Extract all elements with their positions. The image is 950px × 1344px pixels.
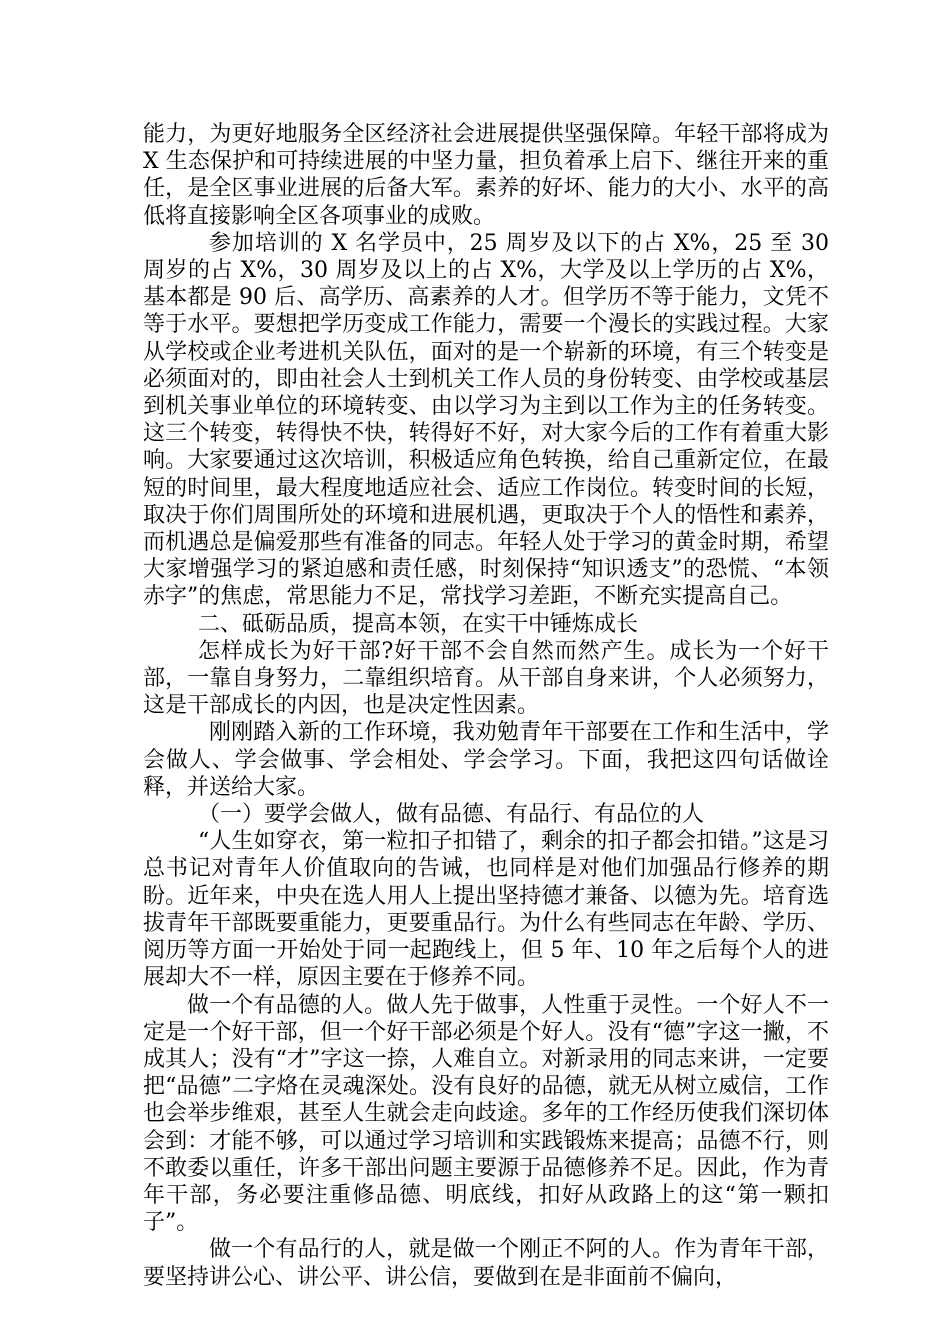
body-paragraph: 能力，为更好地服务全区经济社会进展提供坚强保障。年轻干部将成为 X 生态保护和可持续进展的中坚力量，担负着承上启下、继往开来的重任，是全区事业进展的后备大军。素养的好坏、能力的大小、水平的高低将直接影响全区各项事业的成败。 [143, 122, 829, 229]
section-heading: 二、砥砺品质，提高本领，在实干中锤炼成长 [198, 611, 639, 637]
subsection-heading: （一）要学会做人，做有品德、有品行、有品位的人 [198, 802, 705, 828]
document-page [143, 121, 829, 1291]
body-paragraph: 做一个有品德的人。做人先于做事，人性重于灵性。一个好人不一定是一个好干部，但一个好干部必须是个好人。没有“德”字这一撇，不成其人；没有“才”字这一捺，人难自立。对新录用的同志来讲，一定要把“品德”二字烙在灵魂深处。没有良好的品德，就无从树立威信，工作也会举步维艰，甚至人生就会走向歧途。多年的工作经历使我们深切体会到：才能不够，可以通过学习培训和实践锻炼来提高；品德不行，则不敢委以重任，许多干部出问题主要源于品德修养不足。因此，作为青年干部，务必要注重修品德、明底线，扣好从政路上的这“第一颗扣子”。 [143, 992, 829, 1236]
body-paragraph: 刚刚踏入新的工作环境，我劝勉青年干部要在工作和生活中，学会做人、学会做事、学会相处、学会学习。下面，我把这四句话做诠释，并送给大家。 [143, 720, 829, 800]
body-paragraph: 做一个有品行的人，就是做一个刚正不阿的人。作为青年干部，要坚持讲公心、讲公平、讲公信，要做到在是非面前不偏向， [143, 1237, 829, 1290]
body-paragraph: 怎样成长为好干部?好干部不会自然而然产生。成长为一个好干部，一靠自身努力，二靠组织培育。从干部自身来讲，个人必须努力，这是干部成长的内因，也是决定性因素。 [143, 638, 829, 719]
body-paragraph: “人生如穿衣，第一粒扣子扣错了，剩余的扣子都会扣错。”这是习总书记对青年人价值取向的告诫，也同样是对他们加强品行修养的期盼。近年来，中央在选人用人上提出坚持德才兼备、以德为先。培育选拔青年干部既要重能力，更要重品行。为什么有些同志在年龄、学历、阅历等方面一开始处于同一起跑线上，但 5 年、10 年之后每个人的进展却大不一样，原因主要在于修养不同。 [143, 829, 829, 991]
body-paragraph: 参加培训的 X 名学员中，25 周岁及以下的占 X%，25 至 30 周岁的占 X%，30 周岁及以上的占 X%，大学及以上学历的占 X%，基本都是 90 后、高学历、高素养的人才。但学历不等于能力，文凭不等于水平。要想把学历变成工作能力，需要一个漫长的实践过程。大家从学校或企业考进机关队伍，面对的是一个崭新的环境，有三个转变是必须面对的，即由社会人士到机关工作人员的身份转变、由学校或基层到机关事业单位的环境转变、由以学习为主到以工作为主的任务转变。这三个转变，转得快不快，转得好不好，对大家今后的工作有着重大影响。大家要通过这次培训，积极适应角色转换，给自己重新定位，在最短的时间里，最大程度地适应社会、适应工作岗位。转变时间的长短，取决于你们周围所处的环境和进展机遇，更取决于个人的悟性和素养，而机遇总是偏爱那些有准备的同志。年轻人处于学习的黄金时期，希望大家增强学习的紧迫感和责任感，时刻保持“知识透支”的恐慌、“本领赤字”的焦虑，常思能力不足，常找学习差距，不断充实提高自己。 [143, 230, 829, 610]
